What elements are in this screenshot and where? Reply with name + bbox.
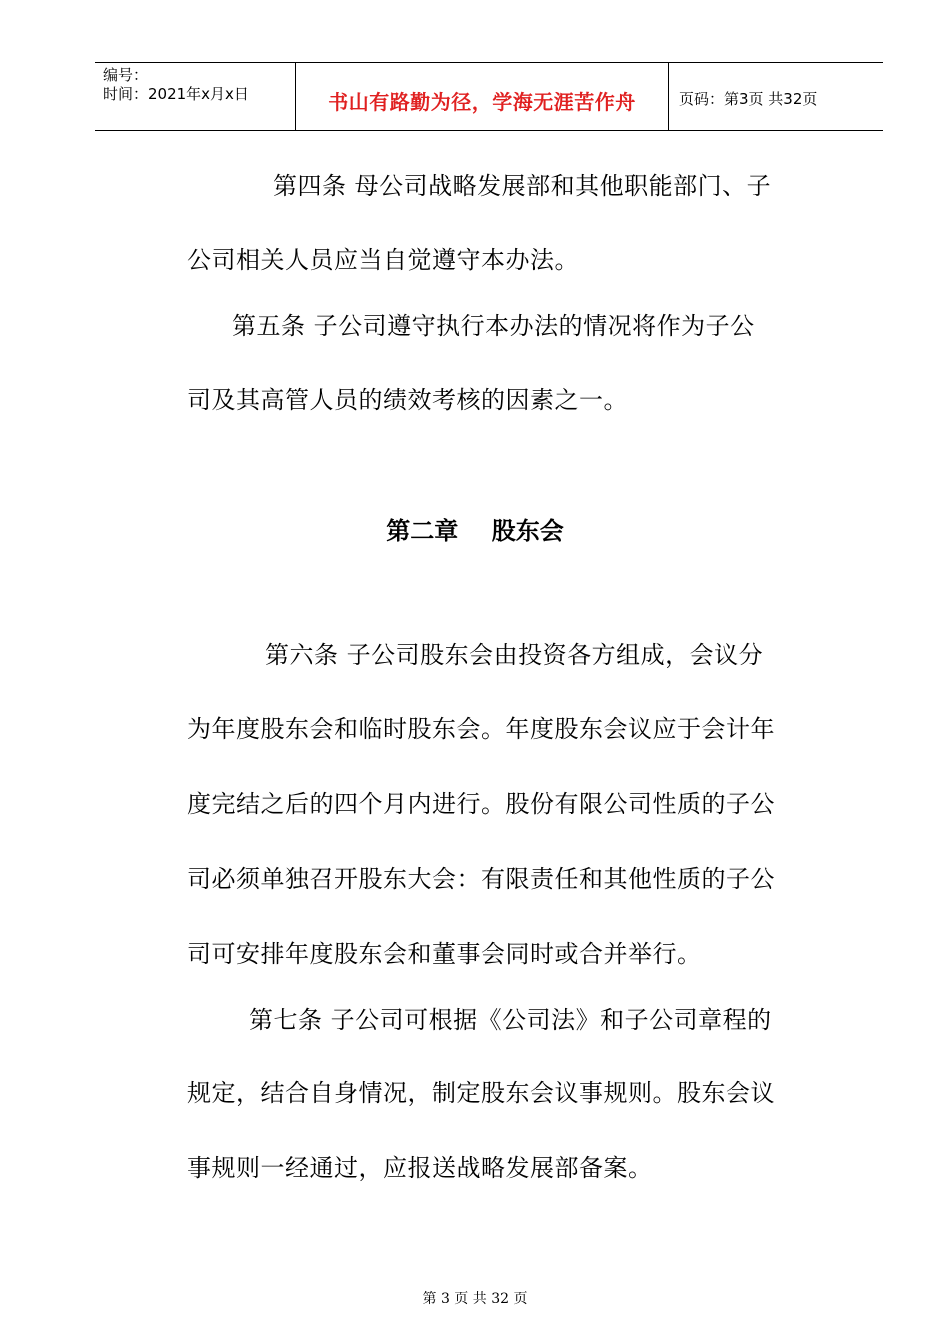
header-motto: 书山有路勤为径，学海无涯苦作舟 — [328, 90, 636, 114]
time-label: 时间：2021年x月x日 — [103, 85, 249, 103]
page-footer: 第 3 页 共 32 页 — [422, 1291, 528, 1307]
header-page-cell — [669, 63, 883, 130]
article-5-line-2: 司及其高管人员的绩效考核的因素之一。 — [187, 386, 628, 414]
article-5-line-1: 第五条 子公司遵守执行本办法的情况将作为子公 — [232, 312, 755, 340]
article-6-line-5: 司可安排年度股东会和董事会同时或合并举行。 — [187, 940, 702, 968]
chapter-title: 第二章 股东会 — [386, 517, 564, 545]
article-7-line-3: 事规则一经通过，应报送战略发展部备案。 — [187, 1154, 653, 1182]
article-7-line-1: 第七条 子公司可根据《公司法》和子公司章程的 — [249, 1006, 772, 1034]
header-page-info: 页码：第3页 共32页 — [679, 90, 818, 108]
document-header — [95, 62, 883, 131]
article-7-line-2: 规定，结合自身情况，制定股东会议事规则。股东会议 — [187, 1079, 775, 1107]
serial-number-label: 编号： — [103, 66, 149, 84]
article-6-line-3: 度完结之后的四个月内进行。股份有限公司性质的子公 — [187, 790, 775, 818]
article-4-line-1: 第四条 母公司战略发展部和其他职能部门、子 — [273, 172, 772, 200]
article-6-line-4: 司必须单独召开股东大会：有限责任和其他性质的子公 — [187, 865, 775, 893]
article-4-line-2: 公司相关人员应当自觉遵守本办法。 — [187, 246, 579, 274]
header-meta-cell — [95, 63, 295, 130]
article-6-line-2: 为年度股东会和临时股东会。年度股东会议应于会计年 — [187, 715, 775, 743]
header-motto-cell — [295, 63, 669, 130]
article-6-line-1: 第六条 子公司股东会由投资各方组成，会议分 — [265, 641, 764, 669]
